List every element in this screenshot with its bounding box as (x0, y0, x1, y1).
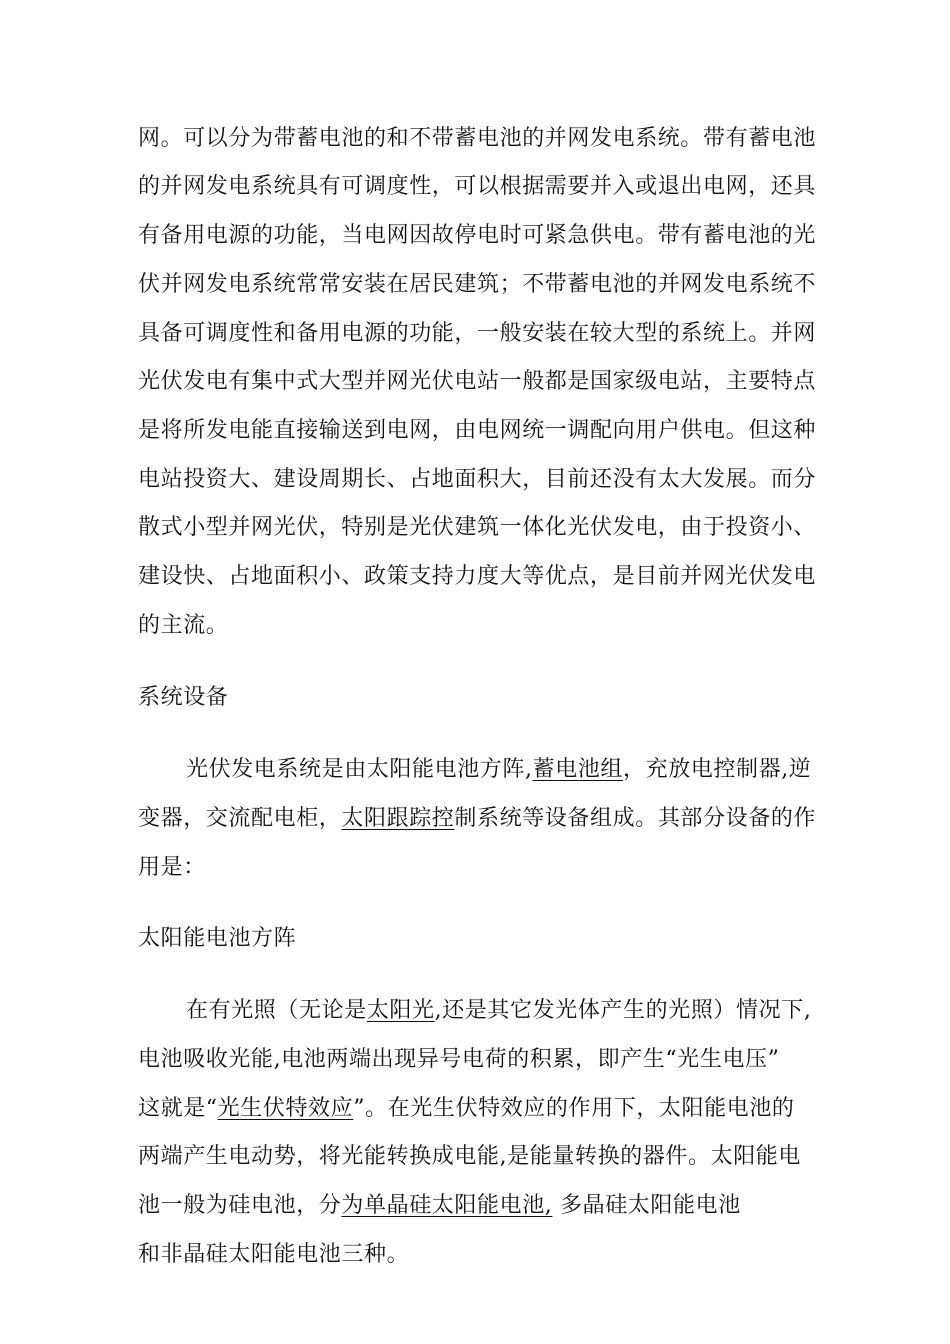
text-span: 这就是“ (138, 1096, 218, 1121)
paragraph-line: 电站投资大、建设周期长、占地面积大，目前还没有太大发展。而分 (138, 467, 817, 492)
link-sunlight[interactable]: 太阳光 (366, 998, 435, 1023)
text-span: ”。在光生伏特效应的作用下，太阳能电池的 (353, 1096, 795, 1121)
paragraph-line: 两端产生电动势，将光能转换成电能,是能量转换的器件。太阳能电 (138, 1144, 801, 1169)
paragraph-line (138, 1191, 741, 1221)
text-span: 制系统等设备组成。其部分设备的作 (454, 806, 817, 831)
paragraph-line: 伏并网发电系统常常安装在居民建筑；不带蓄电池的并网发电系统不 (138, 272, 817, 297)
paragraph-line: 光伏发电有集中式大型并网光伏电站一般都是国家级电站，主要特点 (138, 369, 817, 394)
text-span: 多晶硅太阳能电池 (552, 1193, 741, 1218)
link-photovoltaic-effect[interactable]: 光生伏特效应 (217, 1096, 354, 1121)
section-heading-array: 太阳能电池方阵 (138, 926, 297, 951)
paragraph-line: 是将所发电能直接输送到电网，由电网统一调配向用户供电。但这种 (138, 418, 817, 443)
text-span: ，充放电控制器,逆 (623, 757, 812, 782)
paragraph-line (138, 1094, 795, 1124)
text-span: 池一般为硅电池，分 (138, 1193, 342, 1218)
paragraph-line: 建设快、占地面积小、政策支持力度大等优点，是目前并网光伏发电 (138, 564, 817, 589)
paragraph-line: 具备可调度性和备用电源的功能，一般安装在较大型的系统上。并网 (138, 321, 817, 346)
paragraph-line: 电池吸收光能,电池两端出现异号电荷的积累，即产生“光生电压” (138, 1047, 780, 1072)
link-sun-tracking[interactable]: 太阳跟踪控 (341, 806, 455, 831)
paragraph-line: 网。可以分为带蓄电池的和不带蓄电池的并网发电系统。带有蓄电池 (138, 126, 817, 151)
paragraph-line: 用是： (138, 855, 206, 880)
paragraph-line: 的主流。 (138, 613, 229, 638)
paragraph-line (138, 804, 816, 834)
text-span: 光伏发电系统是由太阳能电池方阵, (186, 757, 533, 782)
paragraph-line: 有备用电源的功能，当电网因故停电时可紧急供电。带有蓄电池的光 (138, 223, 817, 248)
section-heading-system: 系统设备 (138, 685, 229, 710)
text-span: 变器，交流配电柜， (138, 806, 342, 831)
link-monocrystalline[interactable]: 为单晶硅太阳能电池, (341, 1193, 553, 1218)
paragraph-line (186, 755, 811, 785)
paragraph-line (186, 996, 811, 1026)
paragraph-line: 的并网发电系统具有可调度性，可以根据需要并入或退出电网，还具 (138, 174, 817, 199)
text-span: ,还是其它发光体产生的光照）情况下, (434, 998, 812, 1023)
text-span: 在有光照（无论是 (186, 998, 367, 1023)
paragraph-line: 和非晶硅太阳能电池三种。 (138, 1242, 410, 1267)
paragraph-line: 散式小型并网光伏，特别是光伏建筑一体化光伏发电，由于投资小、 (138, 515, 817, 540)
link-battery-bank[interactable]: 蓄电池组 (532, 757, 624, 782)
